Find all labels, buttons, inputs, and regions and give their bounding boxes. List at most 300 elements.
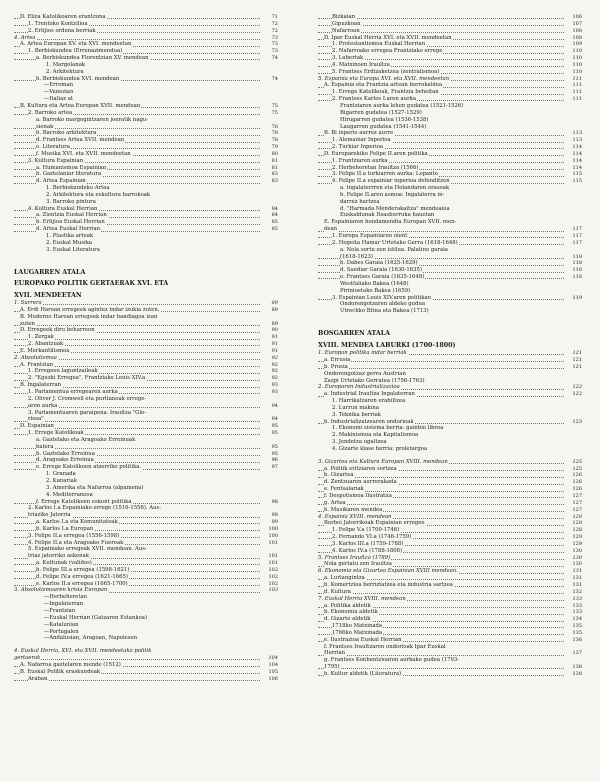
toc-entry	[318, 439, 582, 446]
toc-entry-title: d. Artea Espainian	[36, 178, 86, 185]
toc-page-number: 93	[271, 389, 278, 395]
toc-page-number: 118	[572, 253, 582, 260]
toc-entry-title: 1766ko Matxinada	[332, 629, 383, 636]
toc-page-number: 121	[572, 350, 582, 357]
toc-page-number: 92	[271, 361, 278, 368]
toc-entry	[318, 412, 582, 419]
toc-entry	[318, 623, 582, 630]
toc-entry	[318, 41, 582, 48]
leader-dots	[318, 231, 564, 232]
toc-entry	[14, 247, 278, 254]
toc-entry-title: d. Suediar Garaia (1630-1635)	[340, 267, 422, 274]
toc-heading-sec	[318, 514, 582, 521]
toc-entry	[318, 233, 582, 240]
toc-page-number: 130	[572, 554, 582, 561]
toc-entry	[318, 130, 582, 137]
toc-page-number: 94	[271, 402, 278, 409]
toc-page-number: 135	[572, 623, 582, 630]
toc-entry	[14, 471, 278, 478]
toc-page-number: 83	[271, 178, 278, 185]
toc-entry-title: Nola gertatu zen Iraultza	[324, 561, 392, 568]
toc-page-number: 114	[572, 144, 582, 151]
toc-entry-title: 2. Herbeheretan Iraultza (1566)	[332, 164, 419, 171]
toc-page-number: 96	[271, 457, 278, 464]
toc-entry-title: 3. Lubertak	[332, 55, 364, 62]
toc-page-number: 84	[271, 212, 278, 219]
toc-entry-title: D. Erregeek diru beharreon	[20, 327, 95, 334]
toc-page-number: 81	[271, 157, 278, 164]
toc-entry	[14, 375, 278, 382]
toc-entry-title: Ondorengotzaz gerra Austrian	[324, 370, 406, 377]
toc-entry	[14, 89, 278, 96]
toc-entry-title: 1. Felipe V.a (1700-1746)	[332, 527, 400, 534]
toc-entry-title: —Venezian	[44, 89, 74, 96]
toc-entry	[14, 362, 278, 369]
toc-page-number: 85	[271, 226, 278, 233]
toc-entry-title: —Euskal Herrian (Gatzaren Estankoa)	[44, 614, 148, 621]
toc-page-number: 108	[572, 27, 582, 34]
toc-page-number: 102	[268, 566, 278, 573]
toc-entry-title: LAUGARREN ATALA	[14, 268, 86, 276]
toc-page-number: 95	[271, 443, 278, 450]
toc-entry	[318, 466, 582, 473]
leader-dots	[318, 668, 564, 669]
toc-entry	[318, 124, 582, 131]
toc-entry-title: 3. Euskal Literatura	[46, 246, 100, 253]
toc-entry	[318, 117, 582, 124]
toc-entry-title: a. Industrial Iraultza Ingalaterran	[324, 391, 415, 398]
toc-entry-title: Ondorengotzaren aldeko gudua	[340, 301, 426, 308]
toc-entry	[14, 430, 278, 437]
toc-page-number: 78	[271, 130, 278, 137]
toc-entry-title: Hirugarren gudatea (1536-1538)	[340, 116, 429, 123]
toc-entry	[318, 62, 582, 69]
toc-entry-title: 4. Mediterraneoa	[46, 491, 93, 498]
toc-entry-title: —Andalusian, Aragoan, Napolesen	[44, 635, 138, 642]
toc-heading-sec	[318, 555, 582, 562]
toc-entry	[14, 368, 278, 375]
toc-entry-title: b. Felipe II.aren asmoa: Ingalaterra in-	[340, 191, 445, 198]
toc-entry-title: b. Ekonomia aldetik	[324, 609, 378, 616]
toc-entry	[14, 403, 278, 410]
toc-entry	[318, 28, 582, 35]
toc-page-number: 121	[572, 356, 582, 363]
toc-heading-sec	[318, 596, 582, 603]
toc-entry	[318, 212, 582, 219]
toc-entry-title: XVII. MENDEETAN	[14, 291, 82, 299]
toc-entry	[14, 76, 278, 83]
toc-entry	[318, 609, 582, 616]
toc-entry-title: 2. Frantses Karlos I.aren aurka	[332, 96, 416, 103]
toc-entry-title: a. Humanismoa Espainian	[36, 164, 107, 171]
toc-entry-title: 4. Euskal Herria, XVI. eta XVII. mendeetako politik	[14, 648, 152, 655]
toc-entry-title: d. Felipe IV.a erregea (1621-1665)	[36, 573, 128, 580]
toc-page-number: 128	[572, 520, 582, 527]
toc-entry	[14, 615, 278, 622]
toc-page-number: 99	[271, 519, 278, 526]
toc-entry	[318, 82, 582, 89]
toc-entry-title: d. "Harmada Menderakaitza" mendeaioa	[340, 205, 450, 212]
toc-page-number: 117	[572, 233, 582, 239]
toc-entry	[14, 560, 278, 567]
toc-entry	[14, 423, 278, 430]
toc-entry-title: f. Errege Katolikoen eskont politika	[36, 498, 132, 505]
toc-entry	[14, 574, 278, 581]
toc-entry	[318, 616, 582, 623]
toc-heading-title	[14, 280, 278, 289]
toc-entry	[14, 608, 278, 615]
toc-entry	[14, 327, 278, 334]
leader-dots	[318, 368, 564, 369]
toc-entry-title: e. Literatura	[36, 144, 70, 151]
toc-entry	[14, 14, 278, 21]
toc-page-number: 95	[271, 430, 278, 437]
toc-entry-title: 2. Nafarroako erregea Frantziako errege	[332, 48, 443, 55]
toc-page-number: 133	[572, 609, 582, 616]
toc-entry	[318, 582, 582, 589]
toc-entry-title: h. Musikaren mendea	[324, 506, 383, 513]
toc-entry	[318, 226, 582, 233]
toc-page-number: 109	[572, 41, 582, 48]
toc-entry-title: b. Gizartea	[324, 472, 354, 479]
toc-entry	[14, 526, 278, 533]
toc-page-number: 75	[271, 109, 278, 116]
toc-entry	[318, 637, 582, 644]
toc-entry-title: 1. Plastika arteak	[46, 233, 94, 239]
toc-entry	[318, 603, 582, 610]
toc-page-number: 91	[271, 347, 278, 354]
toc-page-number: 113	[572, 137, 582, 144]
toc-entry	[14, 540, 278, 547]
toc-entry-title: f. Despotismoa Ilustratua	[324, 493, 392, 499]
toc-entry-title: 1. Parlamentua erregearen aurka	[28, 389, 118, 395]
toc-page-number: 126	[572, 486, 582, 493]
toc-entry	[318, 657, 582, 664]
toc-entry	[14, 546, 278, 553]
toc-heading-sec	[14, 648, 278, 655]
toc-entry-title: 5. Frantses Iraultza (1789)	[318, 554, 391, 561]
toc-page-number: 100	[268, 525, 278, 532]
toc-page-number: 92	[271, 368, 278, 375]
toc-heading-sec	[14, 355, 278, 362]
toc-entry-title: 1. Errege Katolikoak	[28, 430, 84, 437]
toc-entry	[14, 464, 278, 471]
toc-page-number: 95	[271, 423, 278, 430]
toc-entry-title: 2. Barroko artea	[28, 109, 73, 116]
toc-entry	[318, 548, 582, 555]
toc-page-number: 128	[572, 513, 582, 520]
toc-page-number: 126	[572, 479, 582, 486]
toc-entry	[318, 664, 582, 671]
toc-page-number: 94	[271, 416, 278, 423]
toc-page-number: 104	[268, 655, 278, 662]
toc-page-number: 122	[572, 391, 582, 398]
toc-page-number: 136	[572, 636, 582, 643]
toc-page-number: 76	[271, 123, 278, 130]
toc-page-number: 93	[271, 382, 278, 389]
toc-page-number: 133	[572, 595, 582, 602]
toc-entry-title: g. Frantses Konbentzioaren aurkako gudea (1793-	[324, 657, 460, 664]
toc-entry	[14, 48, 278, 55]
toc-entry	[14, 124, 278, 131]
toc-entry-title: 3. Amerika eta Nafarroa (alpamena)	[46, 484, 144, 491]
toc-heading-sec	[14, 300, 278, 307]
toc-page-number: 98	[271, 512, 278, 519]
toc-page-number: 110	[572, 48, 582, 55]
toc-entry-title: 2. Abantzuak	[28, 341, 64, 348]
toc-entry	[318, 185, 582, 192]
toc-page-number: 118	[572, 260, 582, 267]
toc-entry	[318, 308, 582, 315]
toc-entry-title: sienak	[36, 123, 54, 130]
toc-page-number: 75	[271, 102, 278, 109]
toc-entry	[14, 199, 278, 206]
toc-entry	[318, 103, 582, 110]
toc-entry-title: 1. Margolanak	[46, 61, 86, 68]
toc-page-number: 111	[572, 82, 582, 89]
toc-entry-title: b. Komertzioa berriztatzea eta industria sartzea	[324, 581, 453, 588]
toc-entry-title: —Erroman	[44, 82, 74, 89]
toc-page-number: 111	[572, 89, 582, 96]
toc-entry	[14, 567, 278, 574]
toc-page-number: 113	[572, 130, 582, 137]
toc-entry-title: 2. Hogeita Hamar Urtetako Gerra (1618-1648)	[332, 239, 458, 246]
toc-entry-title: a. Lurlangintza	[324, 575, 365, 582]
toc-entry-title: Pirinioetako Bakea (1659)	[340, 287, 411, 294]
toc-heading-part	[14, 269, 278, 278]
toc-entry-title: dean	[324, 226, 338, 233]
toc-entry-title: (1618-1623)	[340, 253, 373, 260]
toc-entry	[318, 500, 582, 507]
toc-entry-title: e. Frantses Garaia (1635-1648)	[340, 274, 425, 281]
section-spacer	[14, 254, 278, 266]
toc-entry	[318, 507, 582, 514]
toc-entry	[318, 35, 582, 42]
toc-page-number: 98	[271, 498, 278, 505]
toc-page-number: 110	[572, 55, 582, 62]
toc-entry	[318, 55, 582, 62]
toc-page-number: 97	[271, 464, 278, 471]
toc-page-number: 122	[572, 384, 582, 391]
toc-entry-title: a. Karlos I.a eta Komunitateak	[36, 519, 118, 526]
toc-heading-sec	[14, 655, 278, 662]
toc-entry	[14, 151, 278, 158]
toc-entry-title: XVIII. MENDEA LABURKI (1700-1800)	[318, 341, 456, 349]
toc-entry	[14, 629, 278, 636]
toc-entry	[14, 41, 278, 48]
toc-entry	[14, 307, 278, 314]
toc-entry-title: e. Karlos II.a erregea (1665-1700)	[36, 580, 128, 587]
toc-entry-title: —Herbeheretan	[44, 594, 88, 601]
toc-entry	[318, 671, 582, 678]
toc-page-number: 89	[271, 306, 278, 313]
toc-entry-title: —Portugalen	[44, 628, 79, 635]
section-spacer	[318, 315, 582, 327]
toc-entry	[318, 165, 582, 172]
toc-entry	[14, 69, 278, 76]
toc-entry	[318, 446, 582, 453]
toc-entry	[318, 425, 582, 432]
toc-entry	[318, 419, 582, 426]
toc-page-number: 83	[271, 171, 278, 178]
toc-entry	[318, 178, 582, 185]
toc-entry-title: D. Europarekiko Felipe II.aren politika	[324, 150, 428, 157]
toc-page-number: 73	[271, 48, 278, 55]
toc-page-number: 127	[572, 506, 582, 513]
toc-entry	[14, 212, 278, 219]
toc-entry-title: Euskaldunak Itsasburruka hauetan	[340, 212, 435, 219]
toc-entry-title: 1. Ekonomi sistema berria: gainbio librea	[332, 425, 444, 432]
leader-dots	[14, 680, 260, 681]
toc-entry	[14, 601, 278, 608]
toc-entry	[14, 533, 278, 540]
toc-page-number: 111	[572, 75, 582, 82]
toc-entry-title: —Frantzian	[44, 608, 76, 614]
toc-page-number: 128	[572, 527, 582, 534]
toc-entry	[14, 226, 278, 233]
toc-entry-title: A. Erdi Haroan erregeek agintez indar izukia zuten.	[20, 306, 160, 313]
toc-entry-title: b. Prusia	[324, 363, 348, 370]
toc-entry	[318, 199, 582, 206]
toc-entry-title: a. Berbiskundea Florentzian XV. mendean	[36, 55, 149, 62]
toc-entry-title: Bigarren gudatea (1527-1529)	[340, 109, 422, 116]
toc-page-number: 118	[572, 274, 582, 281]
toc-entry	[318, 630, 582, 637]
leader-dots	[318, 655, 564, 656]
toc-entry	[318, 371, 582, 378]
toc-entry-title: 1. Europan politika indar berriak	[318, 350, 407, 357]
toc-entry	[318, 151, 582, 158]
toc-entry-title: h. Kultur aldetik (Literatura)	[324, 670, 402, 677]
toc-entry	[14, 622, 278, 629]
toc-entry-title: darrez hartzea	[340, 198, 380, 205]
toc-heading-sec	[318, 384, 582, 391]
toc-page-number: 106	[268, 675, 278, 682]
toc-entry	[318, 69, 582, 76]
toc-entry	[318, 398, 582, 405]
toc-page-number: 72	[271, 20, 278, 27]
toc-entry	[318, 527, 582, 534]
toc-entry	[14, 437, 278, 444]
toc-entry	[14, 130, 278, 137]
toc-entry-title: aren aurka	[28, 402, 58, 409]
toc-entry	[318, 240, 582, 247]
toc-entry	[14, 21, 278, 28]
toc-entry-title: a. Ingalaterrren eta Holandaren erasoak	[340, 185, 450, 192]
toc-entry-title: 3. Teknika berriak	[332, 411, 382, 418]
toc-entry-title: b. Erlijioa Euskal Herrian	[36, 219, 105, 226]
toc-entry	[318, 301, 582, 308]
toc-entry	[318, 650, 582, 657]
toc-entry-title: B. Bi inperio aurrez aurre	[324, 130, 394, 137]
toc-entry-title: b. Felipe III.a erregea (1598-1621)	[36, 566, 130, 573]
toc-entry-title: E. Merkantilismoa	[20, 347, 70, 354]
toc-entry-title: D. Espainian	[20, 423, 54, 430]
toc-entry	[318, 219, 582, 226]
toc-page-number: 102	[268, 573, 278, 580]
toc-heading-title	[318, 342, 582, 351]
toc-entry-title: e. Errege Katolikoen atzerriko politika.	[36, 464, 142, 471]
toc-entry	[14, 581, 278, 588]
toc-page-number: 91	[271, 341, 278, 348]
toc-entry	[318, 260, 582, 267]
toc-entry-title: 4. Artea	[14, 34, 36, 41]
toc-entry	[318, 254, 582, 261]
toc-entry	[14, 478, 278, 485]
leader-dots	[14, 39, 260, 40]
toc-page-number: 126	[572, 472, 582, 479]
toc-entry-title: d. Gizarte aldetik	[324, 616, 371, 623]
toc-entry	[318, 21, 582, 28]
toc-entry-title: triaziko Jatorria	[28, 512, 71, 519]
toc-entry-title: gertaerak	[14, 655, 41, 662]
toc-entry-title: 2. Turkiar Inperioa	[332, 144, 384, 151]
toc-entry	[318, 281, 582, 288]
toc-entry-title: A. Artea Europan XV. eta XVI. mendeetan	[20, 41, 132, 48]
toc-page-number: 133	[572, 602, 582, 609]
toc-page-number: 81	[271, 164, 278, 171]
toc-page-number: 100	[268, 532, 278, 539]
toc-entry	[318, 137, 582, 144]
toc-entry-title: 1. Surrera	[14, 300, 42, 307]
toc-page-number: 111	[572, 96, 582, 103]
toc-page-number: 91	[271, 334, 278, 341]
toc-page-number: 108	[572, 34, 582, 41]
toc-page-number: 78	[271, 137, 278, 144]
toc-entry-title: 2. Karlos I.a Espainiako errege (1516-1556). Aus-	[28, 505, 161, 512]
toc-entry	[14, 144, 278, 151]
toc-entry	[14, 219, 278, 226]
toc-page-number: 110	[572, 61, 582, 68]
toc-entry	[14, 451, 278, 458]
toc-entry-title: Araban	[28, 675, 48, 682]
toc-heading-sec	[14, 35, 278, 42]
toc-page-number: 114	[572, 150, 582, 157]
toc-page-number: 85	[271, 219, 278, 226]
toc-entry-title: 3. Gizartea eta Kultura Europan XVIII. mendean	[318, 458, 448, 465]
toc-entry-title: 1. Errege Katolikoak, Frantzia beheitan	[332, 89, 439, 96]
toc-page-number: 92	[271, 354, 278, 361]
toc-page-number: 137	[572, 650, 582, 657]
toc-entry-title: Nafarroan	[332, 27, 360, 34]
toc-page-number: 127	[572, 493, 582, 499]
toc-entry-title: A. Espainia eta Frantzia artean borrokaldea	[324, 82, 443, 89]
toc-entry-title: d. Artea Euskal Herrian	[36, 226, 101, 233]
toc-page-number: 134	[572, 616, 582, 623]
toc-entry	[318, 89, 582, 96]
toc-page-number: 129	[572, 540, 582, 547]
toc-entry-title: 3. Barroko pintura	[46, 198, 96, 205]
toc-page-number: 80	[271, 150, 278, 157]
toc-entry-title: 3. Kultura Espainian	[28, 157, 84, 164]
toc-entry-title: 2. Euskal Musika	[46, 239, 93, 246]
toc-entry-title: Bizkaian	[332, 14, 356, 20]
toc-page-number: 103	[268, 587, 278, 594]
toc-entry-title: 1. Protestantismoa Euskal Herrian	[332, 41, 426, 48]
toc-entry-title: 1. Berbiskundea (Errenazimendua)	[28, 48, 123, 55]
toc-entry-title: 1795)	[324, 664, 340, 671]
toc-entry	[318, 432, 582, 439]
toc-entry	[14, 28, 278, 35]
toc-entry-title: b. Berbiskundea XVI. mendean	[36, 75, 120, 82]
toc-entry	[14, 348, 278, 355]
toc-heading-sec	[14, 587, 278, 594]
toc-entry	[14, 416, 278, 423]
toc-entry	[14, 396, 278, 403]
toc-entry	[14, 389, 278, 396]
toc-entry-title: 4. Felipe II.a eta Aragoako Fueroak	[28, 539, 124, 546]
toc-entry-title: 2. Absolutismoa	[14, 354, 57, 361]
